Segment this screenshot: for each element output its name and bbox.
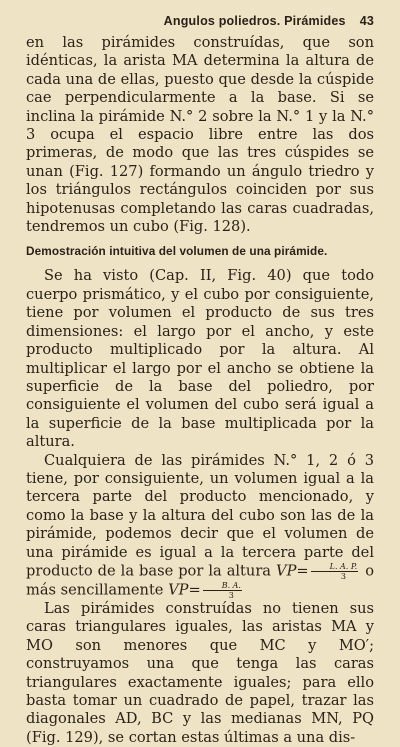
formula-2-lhs: VP= — [168, 581, 201, 599]
page-number: 43 — [359, 14, 374, 28]
running-header — [26, 14, 374, 28]
formula-1-lhs: VP= — [276, 562, 309, 580]
section-title: Angulos poliedros. Pirámides — [163, 14, 346, 28]
formula-connector: o más sencillamente — [26, 562, 375, 599]
paragraph-4: Las pirámides construídas no tienen sus caras triangulares iguales, las aristas MA y MO son menores que MC y MO′; construyamos una que tenga las caras triangulares exactamente iguales; para ello basta tomar un cuadrado de papel, trazar las diagonales AD, BC y las medianas MN, PQ (Fig. 129), se cortan estas últimas a una dis- — [26, 599, 374, 746]
paragraph-3 — [26, 452, 374, 600]
paragraph-1: en las pirámides construídas, que son idénticas, la arista MA determina la altura de cada una de ellas, puesto que desde la cúspide cae perpendicularmente a la base. Si se inclina la pirámide N.° 2 sobre la N.° 1 y la N.° 3 ocupa el espacio libre entre las dos primeras, de modo que las tres cúspides se unan (Fig. 127) formando un ángulo triedro y los triángulos rectángulos coinciden por sus hipotenusas completando las caras cuadradas, tendremos un cubo (Fig. 128). — [26, 34, 374, 236]
formula-1-denominator: 3 — [340, 571, 346, 581]
paragraph-3-text: Cualquiera de las pirámides N.° 1, 2 ó 3 tiene, por consiguiente, un volumen igual a la tercera parte del producto mencionado, y como la base y la altura del cubo son las de la pirámide, podemos decir que el volumen de una pirámide es igual a la tercera parte del producto de la base por la altura — [26, 451, 374, 580]
section-heading: Demostración intuitiva del volumen de una pirámide. — [26, 244, 328, 259]
formula-1-fraction — [311, 562, 359, 581]
formula-2-denominator: 3 — [228, 590, 234, 600]
formula-1-numerator: L. A. P. — [311, 562, 359, 572]
formula-2-numerator: B. A. — [203, 581, 242, 591]
paragraph-2: Se ha visto (Cap. II, Fig. 40) que todo cuerpo prismático, y el cubo por consiguiente, tiene por volumen el producto de sus tres dimensiones: el largo por el ancho, y este producto multiplicado por la altura. Al multiplicar el largo por el ancho se obtiene la superficie de la base del poliedro, por consiguiente el volumen del cubo será igual a la superficie de la base multiplicada por la altura. — [26, 267, 374, 451]
formula-2-fraction — [203, 581, 242, 600]
